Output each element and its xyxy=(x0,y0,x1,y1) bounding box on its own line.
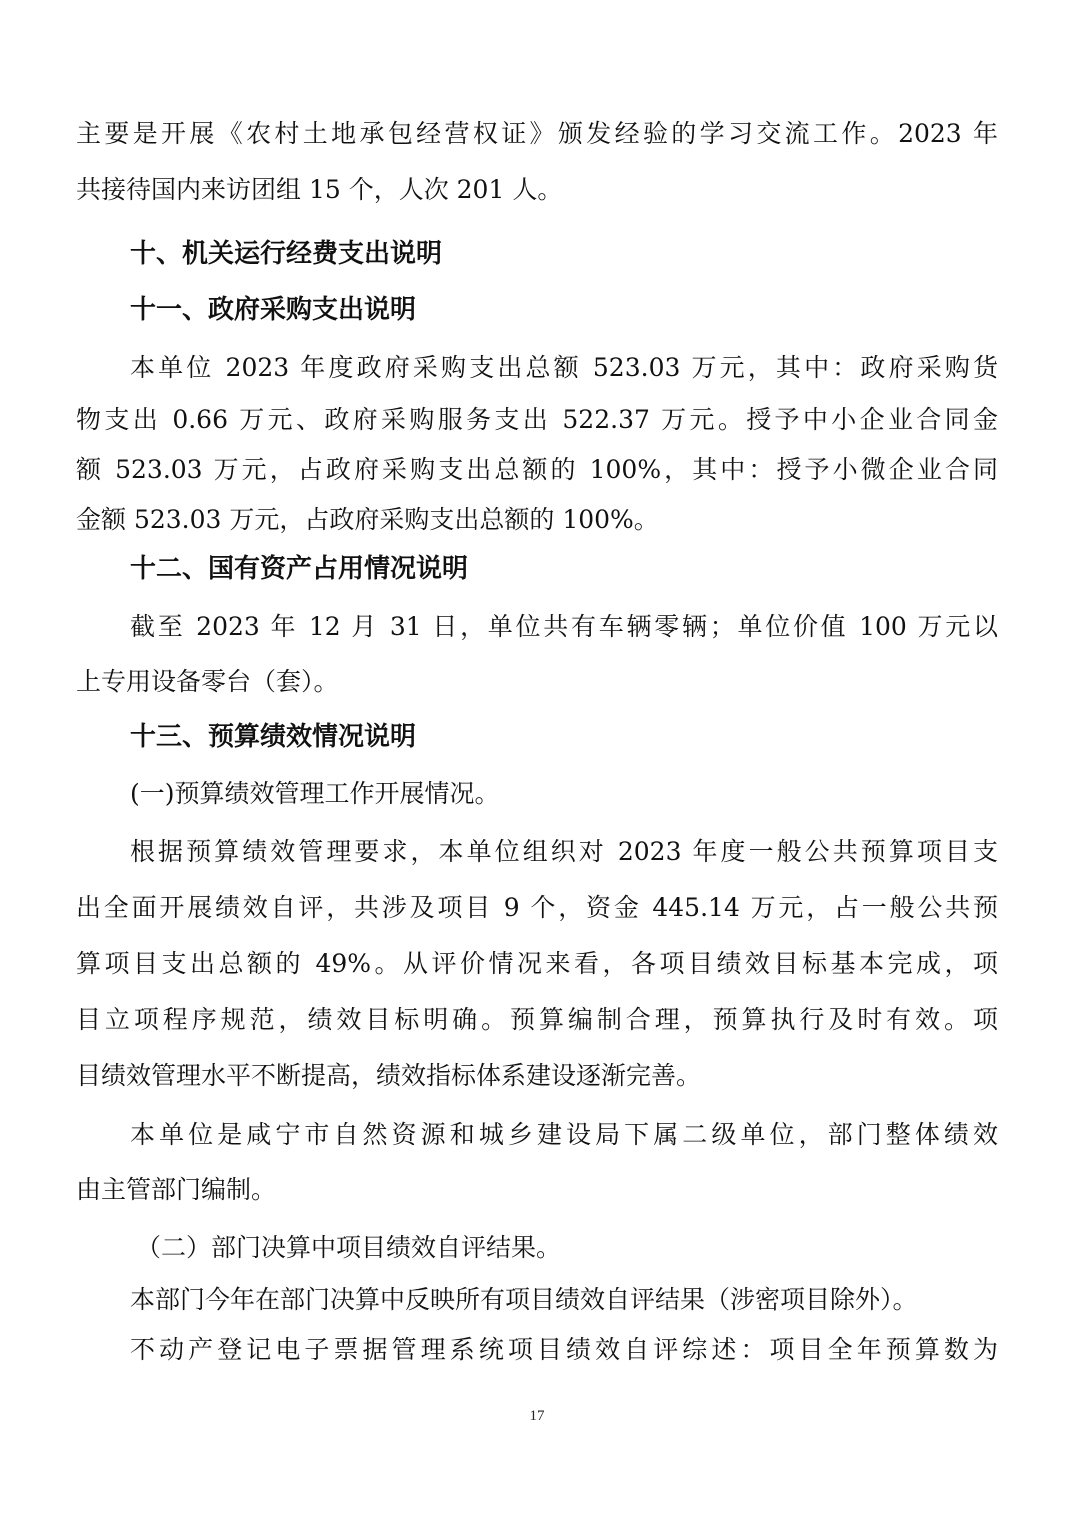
paragraph-line: 额 523.03 万元，占政府采购支出总额的 100%，其中：授予小微企业合同 xyxy=(76,455,998,484)
paragraph-line: 根据预算绩效管理要求，本单位组织对 2023 年度一般公共预算项目支 xyxy=(130,837,998,866)
section-heading-12: 十二、国有资产占用情况说明 xyxy=(130,554,469,584)
paragraph-line: 截至 2023 年 12 月 31 日，单位共有车辆零辆；单位价值 100 万元以 xyxy=(130,612,998,641)
paragraph-line: 主要是开展《农村土地承包经营权证》颁发经验的学习交流工作。2023 年 xyxy=(76,119,998,148)
subsection-heading-2: （二）部门决算中项目绩效自评结果。 xyxy=(136,1233,562,1262)
section-heading-11: 十一、政府采购支出说明 xyxy=(130,295,417,325)
subsection-heading-1: (一)预算绩效管理工作开展情况。 xyxy=(130,779,500,808)
page-number: 17 xyxy=(529,1408,545,1424)
paragraph-line: 出全面开展绩效自评，共涉及项目 9 个，资金 445.14 万元，占一般公共预 xyxy=(76,893,998,922)
paragraph-line: 本单位是咸宁市自然资源和城乡建设局下属二级单位，部门整体绩效 xyxy=(130,1120,998,1149)
paragraph-line: 算项目支出总额的 49%。从评价情况来看，各项目绩效目标基本完成，项 xyxy=(76,949,998,978)
paragraph-line: 物支出 0.66 万元、政府采购服务支出 522.37 万元。授予中小企业合同金 xyxy=(76,405,998,434)
paragraph-line: 目绩效管理水平不断提高，绩效指标体系建设逐渐完善。 xyxy=(76,1061,702,1090)
paragraph-line: 本部门今年在部门决算中反映所有项目绩效自评结果（涉密项目除外）。 xyxy=(130,1285,918,1314)
section-heading-10: 十、机关运行经费支出说明 xyxy=(130,239,443,269)
paragraph-line: 由主管部门编制。 xyxy=(76,1175,277,1204)
paragraph-line: 上专用设备零台（套）。 xyxy=(76,667,339,696)
section-heading-13: 十三、预算绩效情况说明 xyxy=(130,722,417,752)
paragraph-line: 不动产登记电子票据管理系统项目绩效自评综述：项目全年预算数为 xyxy=(130,1335,998,1364)
paragraph-line: 本单位 2023 年度政府采购支出总额 523.03 万元，其中：政府采购货 xyxy=(130,353,998,382)
paragraph-line: 目立项程序规范，绩效目标明确。预算编制合理，预算执行及时有效。项 xyxy=(76,1005,998,1034)
paragraph-line: 共接待国内来访团组 15 个，人次 201 人。 xyxy=(76,175,563,204)
paragraph-line: 金额 523.03 万元，占政府采购支出总额的 100%。 xyxy=(76,505,659,534)
